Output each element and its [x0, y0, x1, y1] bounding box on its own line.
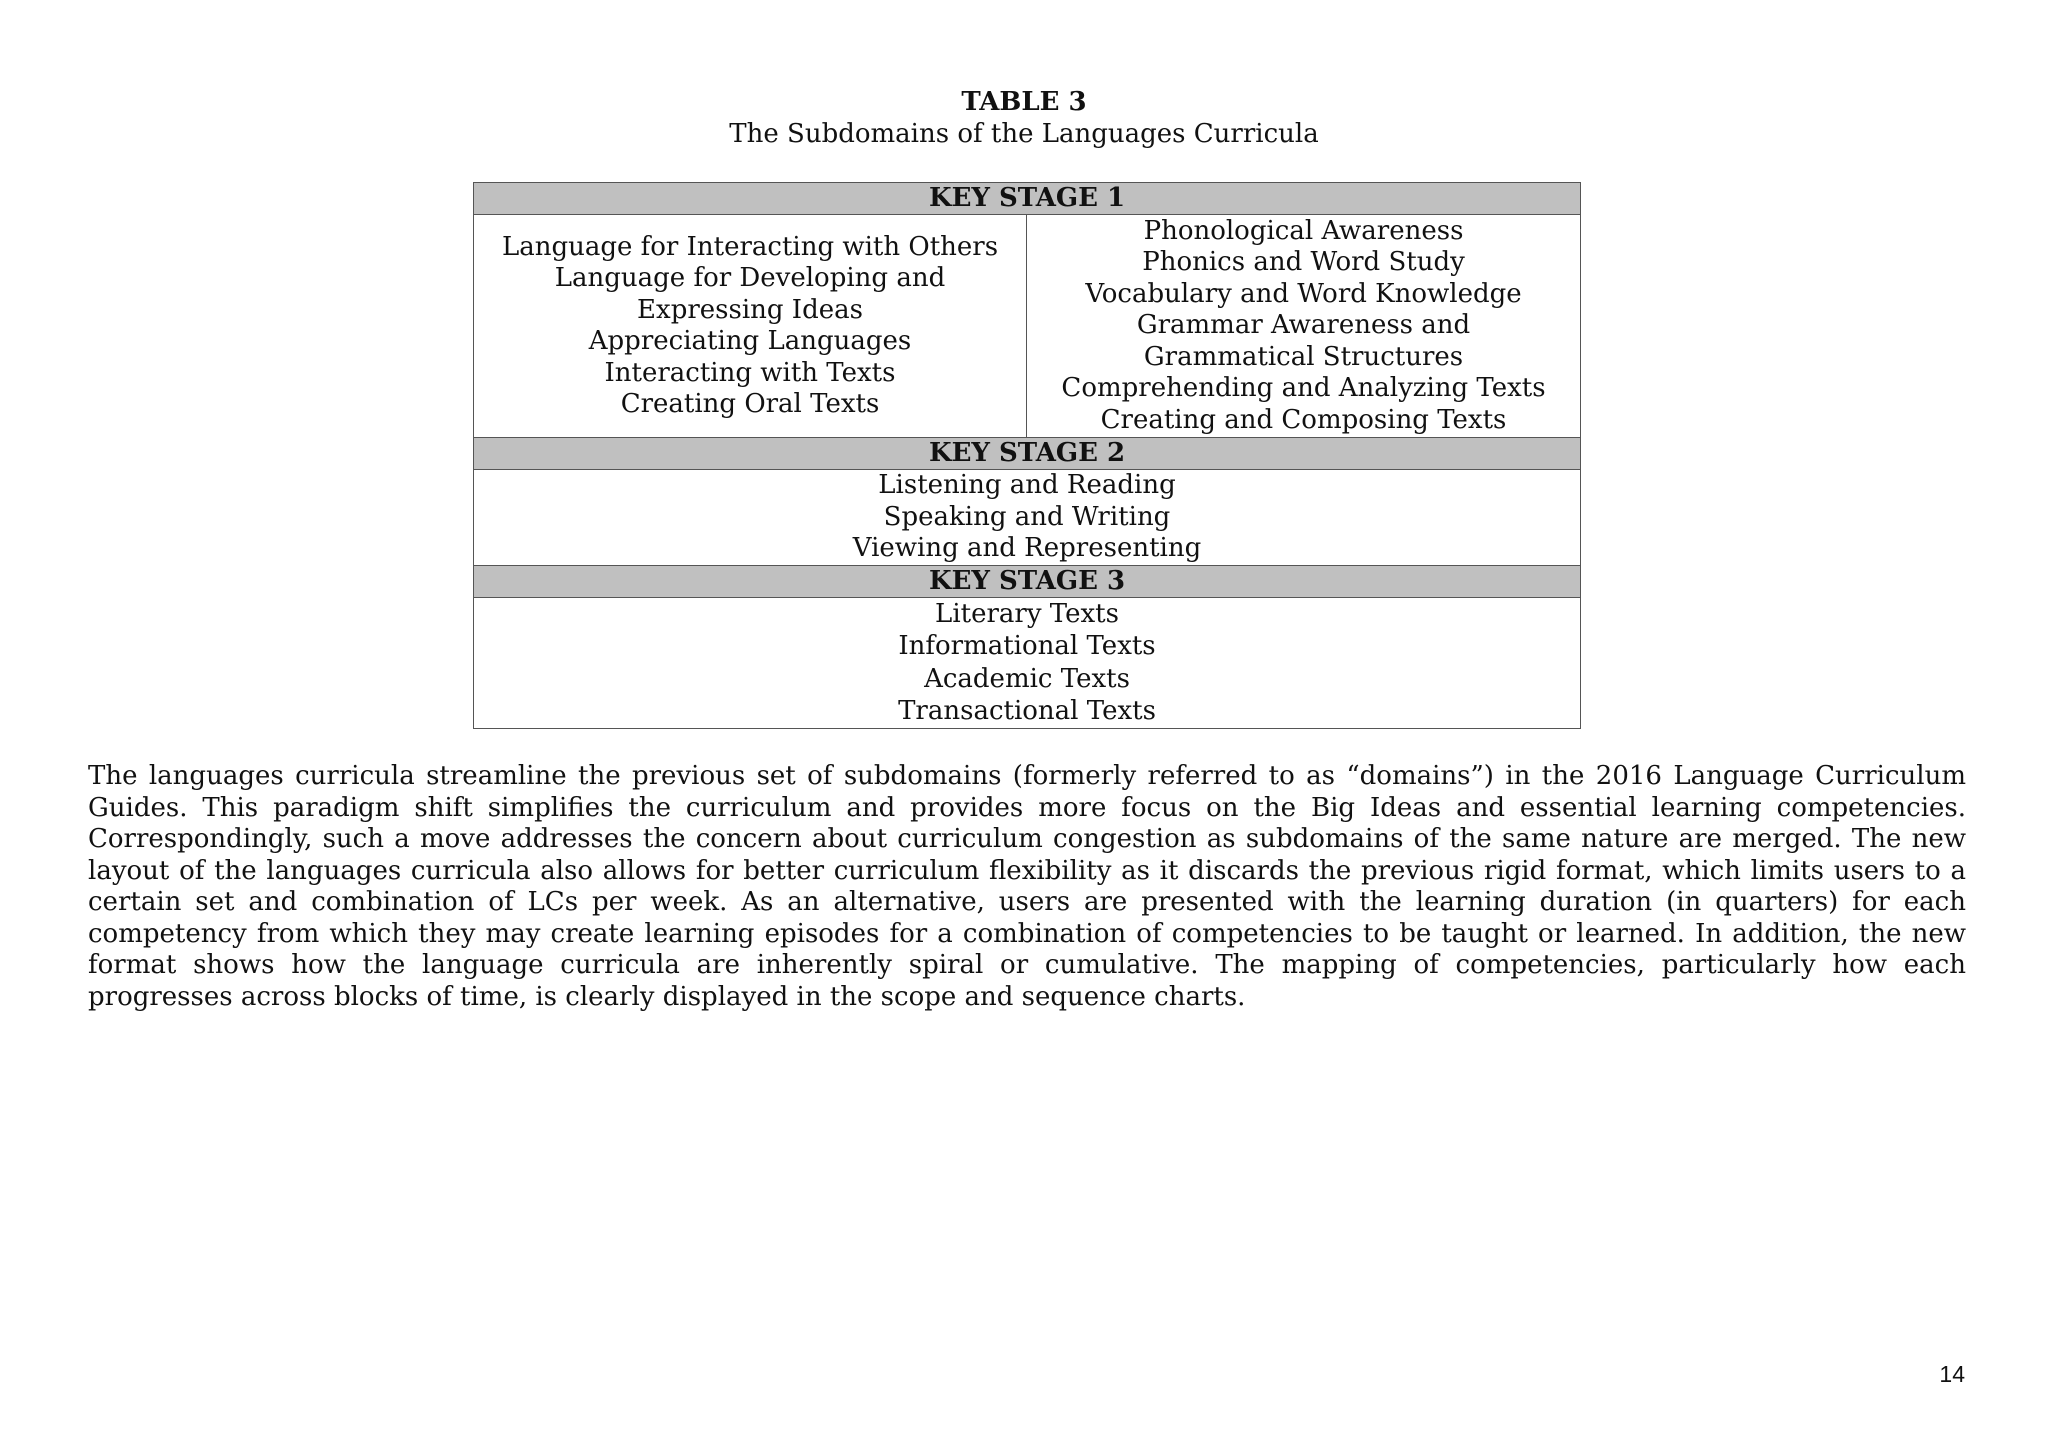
key-stage-2-header: KEY STAGE 2 [474, 438, 1581, 470]
key-stage-1-right-cell [1027, 215, 1581, 438]
subdomains-table [473, 182, 1581, 729]
key-stage-3-content-row [474, 597, 1581, 728]
key-stage-3-header-row [474, 565, 1581, 597]
list-item: Informational Texts [898, 631, 1156, 661]
table-subtitle: The Subdomains of the Languages Curricula [729, 119, 1319, 149]
list-item: Creating Oral Texts [620, 389, 880, 419]
key-stage-2-cell [474, 470, 1581, 566]
list-item: Listening and Reading [878, 470, 1176, 500]
key-stage-2-content-row [474, 470, 1581, 566]
key-stage-1-header-row [474, 183, 1581, 215]
list-item: Literary Texts [935, 598, 1119, 629]
key-stage-1-header: KEY STAGE 1 [474, 183, 1581, 215]
key-stage-1-content-row [474, 215, 1581, 438]
key-stage-1-left-cell [474, 215, 1027, 438]
list-item: Language for Interacting with Others [501, 231, 999, 262]
list-item: Phonological Awareness [1143, 215, 1464, 246]
key-stage-2-header-row [474, 438, 1581, 470]
list-item: Transactional Texts [898, 696, 1156, 726]
list-item: Vocabulary and Word Knowledge [1085, 278, 1522, 309]
table-title: TABLE 3 [961, 87, 1087, 117]
key-stage-3-cell [474, 597, 1581, 728]
key-stage-3-header: KEY STAGE 3 [474, 565, 1581, 597]
list-item: Phonics and Word Study [1142, 247, 1465, 278]
list-item: Speaking and Writing [883, 501, 1171, 532]
list-item: Appreciating Languages [588, 326, 912, 356]
body-paragraph: The languages curricula streamline the previous set of subdomains (formerly referred to as “domains”) in the 2016 Language Curriculum Guides. This paradigm shift simplifies the curriculum and provides more focus on the Big Ideas and essential learning competencies. Correspondingly, such a move addresses the concern about curriculum congestion as subdomains of the same nature are merged. The new layout of the languages curricula also allows for better curriculum flexibility as it discards the previous rigid format, which limits users to a certain set and combination of LCs per week. As an alternative, users are presented with the learning duration (in quarters) for each competency from which they may create learning episodes for a combination of competencies to be taught or learned. In addition, the new format shows how the language curricula are inherently spiral or cumulative. The mapping of competencies, particularly how each progresses across blocks of time, is clearly displayed in the scope and sequence charts. [88, 761, 1966, 1012]
list-item: Grammar Awareness and Grammatical Structures [1136, 310, 1471, 372]
list-item: Language for Developing and Expressing Ideas [554, 263, 946, 325]
page-number: 14 [1939, 1361, 1965, 1387]
list-item: Comprehending and Analyzing Texts [1061, 373, 1546, 404]
list-item: Viewing and Representing [852, 533, 1202, 563]
list-item: Creating and Composing Texts [1100, 404, 1507, 435]
list-item: Interacting with Texts [604, 357, 896, 388]
list-item: Academic Texts [924, 663, 1130, 694]
